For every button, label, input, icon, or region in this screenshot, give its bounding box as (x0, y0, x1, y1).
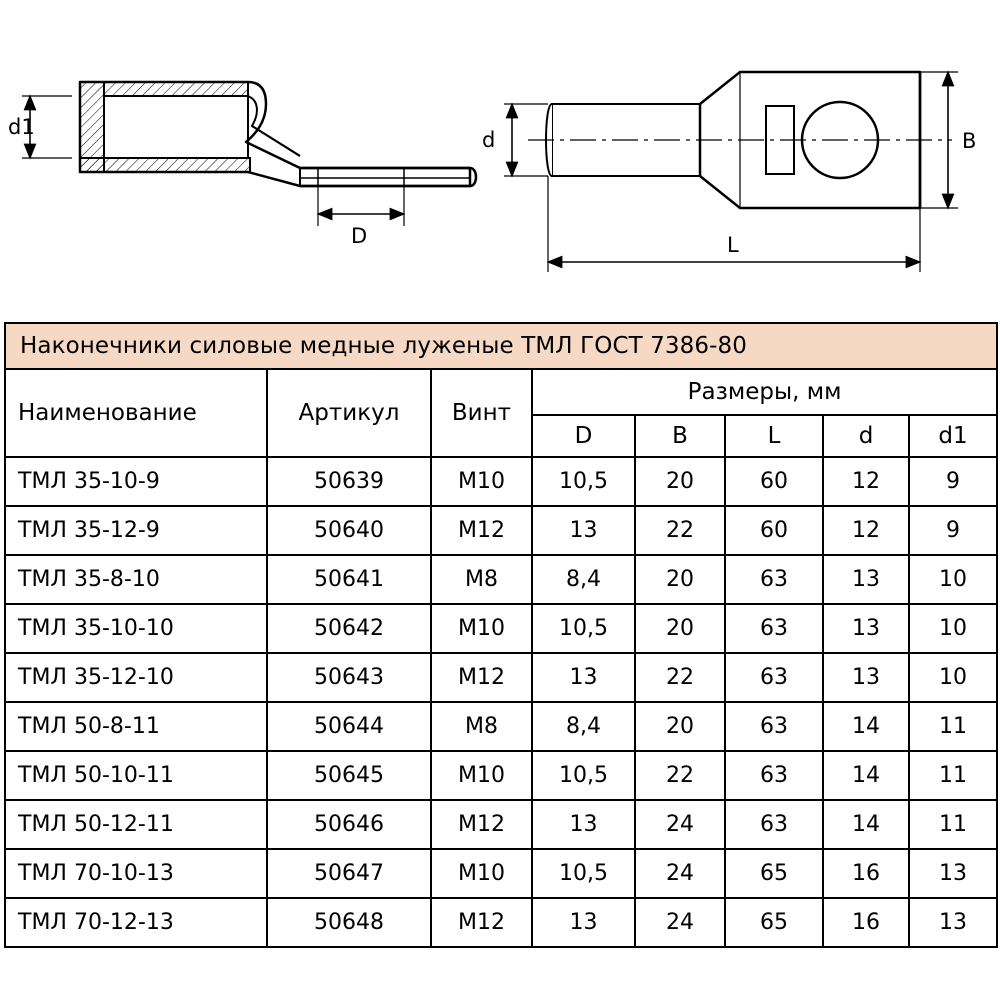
cell-d: 14 (823, 751, 909, 800)
cell-D: 13 (532, 898, 635, 947)
side-view-lug (80, 82, 476, 186)
cell-screw: М8 (431, 702, 532, 751)
table-row (5, 702, 997, 751)
dimension-label-d1: d1 (8, 115, 35, 139)
cell-B: 20 (635, 555, 725, 604)
dimension-label-L: L (727, 233, 739, 257)
header-L: L (725, 415, 823, 457)
table-row (5, 457, 997, 506)
table-title-row (5, 323, 997, 369)
header-d1: d1 (909, 415, 997, 457)
cell-article: 50640 (267, 506, 431, 555)
cell-d1: 10 (909, 555, 997, 604)
cell-B: 20 (635, 457, 725, 506)
cell-B: 24 (635, 849, 725, 898)
table-row (5, 506, 997, 555)
cell-article: 50646 (267, 800, 431, 849)
cell-name: ТМЛ 50-8-11 (5, 702, 267, 751)
cell-B: 24 (635, 898, 725, 947)
cell-B: 22 (635, 653, 725, 702)
dimension-label-B: B (962, 129, 977, 153)
cell-name: ТМЛ 50-12-11 (5, 800, 267, 849)
cell-d: 14 (823, 800, 909, 849)
cell-d1: 9 (909, 457, 997, 506)
header-d: d (823, 415, 909, 457)
cell-d: 12 (823, 506, 909, 555)
cell-article: 50639 (267, 457, 431, 506)
table-title: Наконечники силовые медные луженые ТМЛ ГОСТ 7386-80 (5, 323, 997, 369)
cell-d: 16 (823, 898, 909, 947)
cell-L: 63 (725, 751, 823, 800)
cell-screw: М8 (431, 555, 532, 604)
cell-screw: М10 (431, 849, 532, 898)
cell-article: 50644 (267, 702, 431, 751)
header-article: Артикул (267, 369, 431, 457)
cell-d1: 13 (909, 898, 997, 947)
cell-article: 50647 (267, 849, 431, 898)
cell-screw: М12 (431, 653, 532, 702)
top-view-lug (528, 72, 952, 208)
cell-L: 60 (725, 506, 823, 555)
cell-d1: 11 (909, 751, 997, 800)
cell-article: 50641 (267, 555, 431, 604)
cell-d: 13 (823, 555, 909, 604)
cell-L: 65 (725, 849, 823, 898)
cell-L: 65 (725, 898, 823, 947)
cell-D: 10,5 (532, 751, 635, 800)
header-B: B (635, 415, 725, 457)
cell-D: 13 (532, 800, 635, 849)
cell-d: 16 (823, 849, 909, 898)
cell-B: 20 (635, 604, 725, 653)
cell-d: 14 (823, 702, 909, 751)
cell-screw: М12 (431, 898, 532, 947)
cell-D: 10,5 (532, 457, 635, 506)
cell-D: 10,5 (532, 604, 635, 653)
table-row (5, 604, 997, 653)
cell-L: 63 (725, 604, 823, 653)
cell-name: ТМЛ 35-12-9 (5, 506, 267, 555)
cell-L: 60 (725, 457, 823, 506)
cell-L: 63 (725, 702, 823, 751)
cell-screw: М10 (431, 604, 532, 653)
cell-name: ТМЛ 35-10-10 (5, 604, 267, 653)
cell-d: 13 (823, 604, 909, 653)
header-screw: Винт (431, 369, 532, 457)
cell-D: 13 (532, 506, 635, 555)
cell-B: 20 (635, 702, 725, 751)
cell-d1: 11 (909, 702, 997, 751)
cell-d1: 13 (909, 849, 997, 898)
cell-B: 22 (635, 751, 725, 800)
table-row (5, 800, 997, 849)
cell-screw: М10 (431, 751, 532, 800)
cell-name: ТМЛ 50-10-11 (5, 751, 267, 800)
table-header-row-1 (5, 369, 997, 415)
cell-D: 8,4 (532, 555, 635, 604)
dimension-d1 (8, 96, 72, 158)
specification-table (4, 322, 998, 948)
dimension-D (318, 186, 404, 248)
table-row (5, 751, 997, 800)
cell-screw: М12 (431, 800, 532, 849)
cell-D: 13 (532, 653, 635, 702)
header-sizes-group: Размеры, мм (532, 369, 997, 415)
cell-d1: 11 (909, 800, 997, 849)
cell-L: 63 (725, 653, 823, 702)
table-row (5, 849, 997, 898)
cell-name: ТМЛ 35-10-9 (5, 457, 267, 506)
cell-d1: 10 (909, 653, 997, 702)
cell-screw: М12 (431, 506, 532, 555)
cell-name: ТМЛ 35-8-10 (5, 555, 267, 604)
cell-B: 22 (635, 506, 725, 555)
header-name: Наименование (5, 369, 267, 457)
cell-L: 63 (725, 800, 823, 849)
cell-article: 50642 (267, 604, 431, 653)
cell-article: 50645 (267, 751, 431, 800)
table-row (5, 898, 997, 947)
dimension-label-d: d (482, 128, 496, 152)
cell-name: ТМЛ 70-10-13 (5, 849, 267, 898)
cell-L: 63 (725, 555, 823, 604)
table-row (5, 653, 997, 702)
cell-article: 50648 (267, 898, 431, 947)
cell-d: 12 (823, 457, 909, 506)
cell-D: 10,5 (532, 849, 635, 898)
cell-B: 24 (635, 800, 725, 849)
cell-screw: М10 (431, 457, 532, 506)
cell-d1: 10 (909, 604, 997, 653)
cell-name: ТМЛ 70-12-13 (5, 898, 267, 947)
dimension-label-D: D (351, 224, 368, 248)
table-row (5, 555, 997, 604)
technical-drawing (0, 0, 1000, 315)
cell-d: 13 (823, 653, 909, 702)
cell-D: 8,4 (532, 702, 635, 751)
header-D: D (532, 415, 635, 457)
cell-d1: 9 (909, 506, 997, 555)
cell-name: ТМЛ 35-12-10 (5, 653, 267, 702)
cell-article: 50643 (267, 653, 431, 702)
